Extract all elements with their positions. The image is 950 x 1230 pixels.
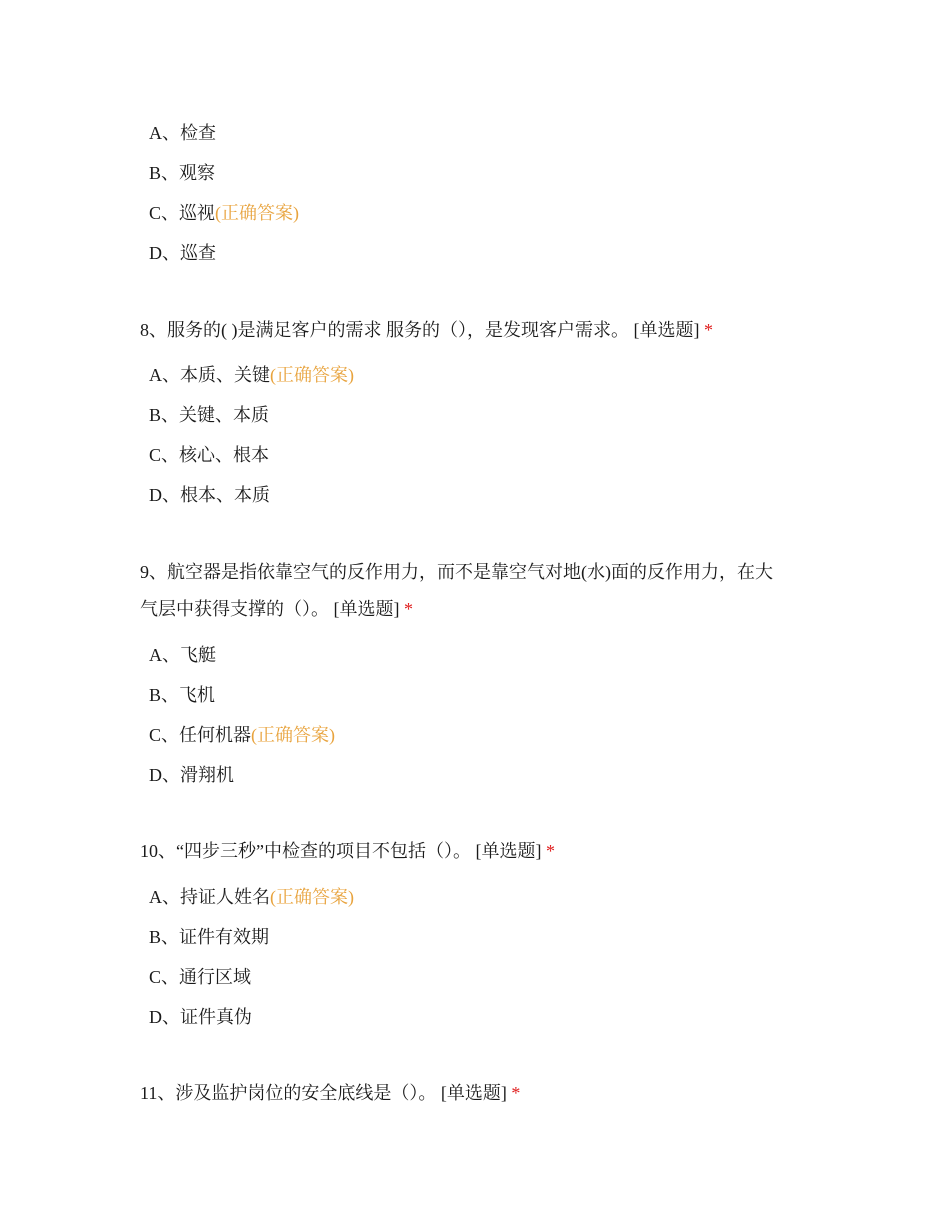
option-text: 巡查	[180, 243, 216, 263]
q9-option-d[interactable]	[149, 763, 234, 787]
option-text: 检查	[180, 123, 216, 143]
question-type: [单选题]	[633, 320, 700, 340]
option-letter: C、	[149, 445, 180, 465]
option-letter: C、	[149, 725, 180, 745]
option-letter: C、	[149, 967, 180, 987]
q9-option-a[interactable]	[149, 643, 216, 667]
q8-title	[140, 318, 713, 342]
question-text: 10、“四步三秒”中检查的项目不包括（）。	[140, 841, 471, 861]
option-letter: B、	[149, 685, 180, 705]
option-letter: B、	[149, 163, 180, 183]
option-text: 证件有效期	[179, 927, 270, 947]
q7-option-d[interactable]	[149, 241, 216, 265]
q8-option-d[interactable]	[149, 483, 270, 507]
option-text: 观察	[179, 163, 216, 183]
question-type: [单选题]	[475, 841, 542, 861]
required-mark: *	[704, 320, 713, 340]
q8-option-b[interactable]	[149, 403, 269, 427]
question-text: 8、服务的( )是满足客户的需求 服务的（），是发现客户需求。	[140, 320, 629, 340]
option-letter: D、	[149, 485, 180, 505]
correct-answer-tag: (正确答案)	[270, 887, 354, 907]
required-mark: *	[404, 599, 413, 619]
option-text: 关键、本质	[179, 405, 270, 425]
q10-title	[140, 839, 555, 863]
correct-answer-tag: (正确答案)	[270, 365, 354, 385]
option-letter: D、	[149, 1007, 180, 1027]
option-text: 持证人姓名	[180, 887, 270, 907]
option-letter: A、	[149, 123, 180, 143]
option-letter: B、	[149, 927, 180, 947]
option-text: 任何机器	[179, 725, 252, 745]
option-text: 核心、根本	[179, 445, 270, 465]
q10-option-b[interactable]	[149, 925, 269, 949]
q7-option-b[interactable]	[149, 161, 215, 185]
option-letter: A、	[149, 887, 180, 907]
q8-option-c[interactable]	[149, 443, 269, 467]
correct-answer-tag: (正确答案)	[215, 203, 300, 223]
option-letter: B、	[149, 405, 180, 425]
q9-title-line2	[140, 597, 413, 621]
question-text: 9、航空器是指依靠空气的反作用力，而不是靠空气对地(水)面的反作用力，在大	[140, 562, 773, 582]
option-text: 飞机	[179, 685, 216, 705]
q10-option-d[interactable]	[149, 1005, 252, 1029]
q7-option-a[interactable]	[149, 121, 216, 145]
required-mark: *	[545, 841, 555, 861]
option-letter: D、	[149, 243, 180, 263]
option-letter: C、	[149, 203, 180, 223]
question-type: [单选题]	[333, 599, 400, 619]
q7-option-c[interactable]	[149, 201, 299, 225]
option-text: 通行区域	[179, 967, 252, 987]
question-text: 气层中获得支撑的（）。	[140, 599, 329, 619]
q9-option-c[interactable]	[149, 723, 335, 747]
required-mark: *	[511, 1083, 521, 1103]
q11-title	[140, 1081, 520, 1105]
correct-answer-tag: (正确答案)	[251, 725, 336, 745]
option-text: 本质、关键	[180, 365, 270, 385]
question-type: [单选题]	[440, 1083, 507, 1103]
option-letter: A、	[149, 645, 180, 665]
q8-option-a[interactable]	[149, 363, 354, 387]
option-letter: A、	[149, 365, 180, 385]
option-text: 证件真伪	[180, 1007, 252, 1027]
q10-option-c[interactable]	[149, 965, 251, 989]
q9-title-line1	[140, 560, 773, 584]
option-text: 根本、本质	[180, 485, 270, 505]
option-letter: D、	[149, 765, 180, 785]
option-text: 滑翔机	[180, 765, 234, 785]
q10-option-a[interactable]	[149, 885, 354, 909]
option-text: 巡视	[179, 203, 216, 223]
option-text: 飞艇	[180, 645, 216, 665]
question-text: 11、涉及监护岗位的安全底线是（）。	[140, 1083, 437, 1103]
q9-option-b[interactable]	[149, 683, 215, 707]
